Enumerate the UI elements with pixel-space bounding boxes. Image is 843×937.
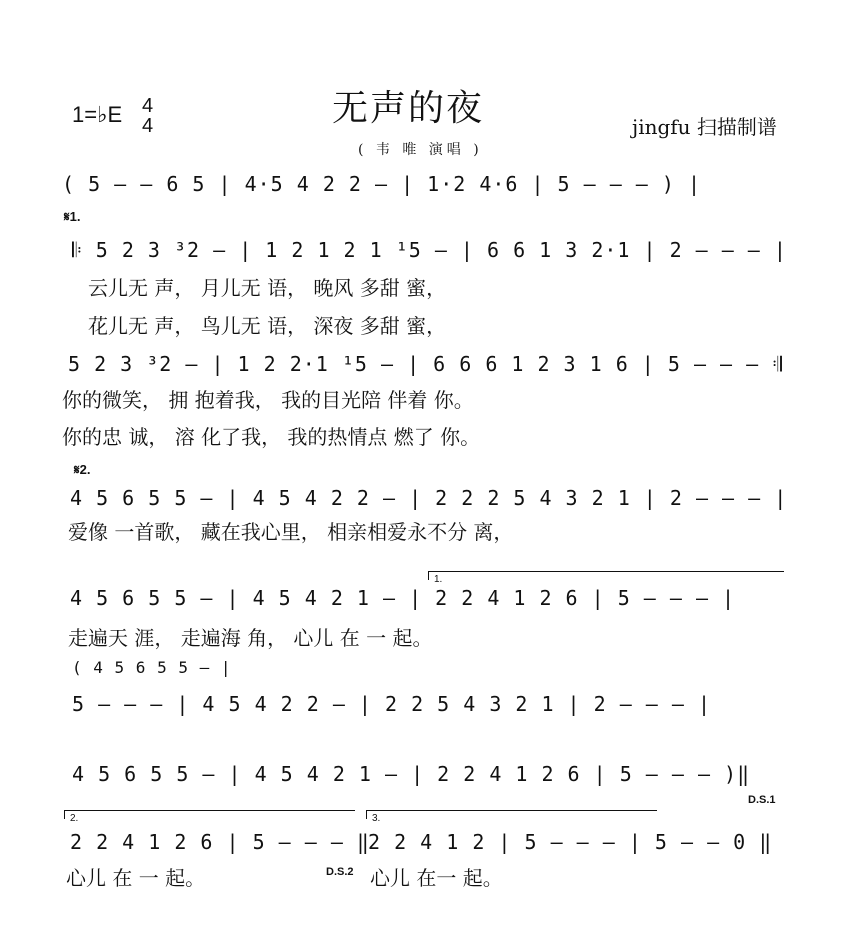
lyric-line-8: 心儿 在一 起。: [370, 866, 503, 890]
notation-line-3: 5 2 3 ³2 — | 1 2 2·1 ¹5 — | 6 6 6 1 2 3 1 6 | 5 — — — 𝄇: [68, 352, 783, 376]
lyric-line-7: 心儿 在 一 起。: [66, 866, 206, 890]
volta-bracket-1: [428, 571, 784, 580]
notation-line-2: 𝄆 5 2 3 ³2 — | 1 2 1 2 1 ¹5 — | 6 6 1 3 2·1 | 2 — — — |: [72, 238, 787, 262]
notation-line-9: 2 2 4 1 2 6 | 5 — — — ‖: [70, 830, 370, 854]
volta-label-3: 3.: [372, 813, 381, 824]
time-signature: [142, 96, 153, 136]
notation-line-4: 4 5 6 5 5 — | 4 5 4 2 2 — | 2 2 2 5 4 3 2 1 | 2 — — — |: [70, 486, 788, 510]
song-title: 无声的夜: [332, 88, 485, 129]
credit-text: jingfu 扫描制谱: [632, 115, 777, 139]
lyric-line-6: 走遍天 涯， 走遍海 角， 心儿 在 一 起。: [68, 626, 433, 650]
time-bottom: 4: [142, 115, 154, 137]
lyric-line-5: 爱像 一首歌， 藏在我心里， 相亲相爱永不分 离，: [68, 520, 514, 544]
lyric-line-4: 你的忠 诚， 溶 化了我， 我的热情点 燃了 你。: [62, 425, 481, 449]
lyric-line-2: 花儿无 声， 鸟儿无 语， 深夜 多甜 蜜，: [88, 314, 447, 338]
key-signature: 1=♭E: [72, 102, 123, 127]
segno-2: 𝄋2.: [74, 462, 91, 477]
lyric-line-3: 你的微笑， 拥 抱着我， 我的目光陪 伴着 你。: [62, 388, 474, 412]
volta-label-1: 1.: [434, 574, 443, 585]
ds-2: D.S.2: [326, 866, 354, 878]
time-top: 4: [142, 95, 154, 117]
volta-label-2: 2.: [70, 813, 79, 824]
performer-subtitle: ( 韦 唯 演唱 ): [358, 142, 483, 158]
notation-line-8: 4 5 6 5 5 — | 4 5 4 2 1 — | 2 2 4 1 2 6 | 5 — — — )‖: [72, 762, 751, 786]
lyric-line-1: 云儿无 声， 月儿无 语， 晚风 多甜 蜜，: [88, 276, 447, 300]
notation-line-1: ( 5 — — 6 5 | 4·5 4 2 2 — | 1·2 4·6 | 5 — — — ) |: [62, 172, 702, 196]
notation-line-10: 2 2 4 1 2 | 5 — — — | 5 — — 0 ‖: [368, 830, 773, 854]
volta-bracket-3: [366, 810, 657, 819]
volta-bracket-2: [64, 810, 355, 819]
ds-1: D.S.1: [748, 794, 776, 806]
segno-1: 𝄋1.: [64, 209, 81, 224]
notation-line-6: ( 4 5 6 5 5 — |: [72, 658, 232, 677]
notation-line-7: 5 — — — | 4 5 4 2 2 — | 2 2 5 4 3 2 1 | 2 — — — |: [72, 692, 712, 716]
notation-line-5: 4 5 6 5 5 — | 4 5 4 2 1 — | 2 2 4 1 2 6 | 5 — — — |: [70, 586, 736, 610]
